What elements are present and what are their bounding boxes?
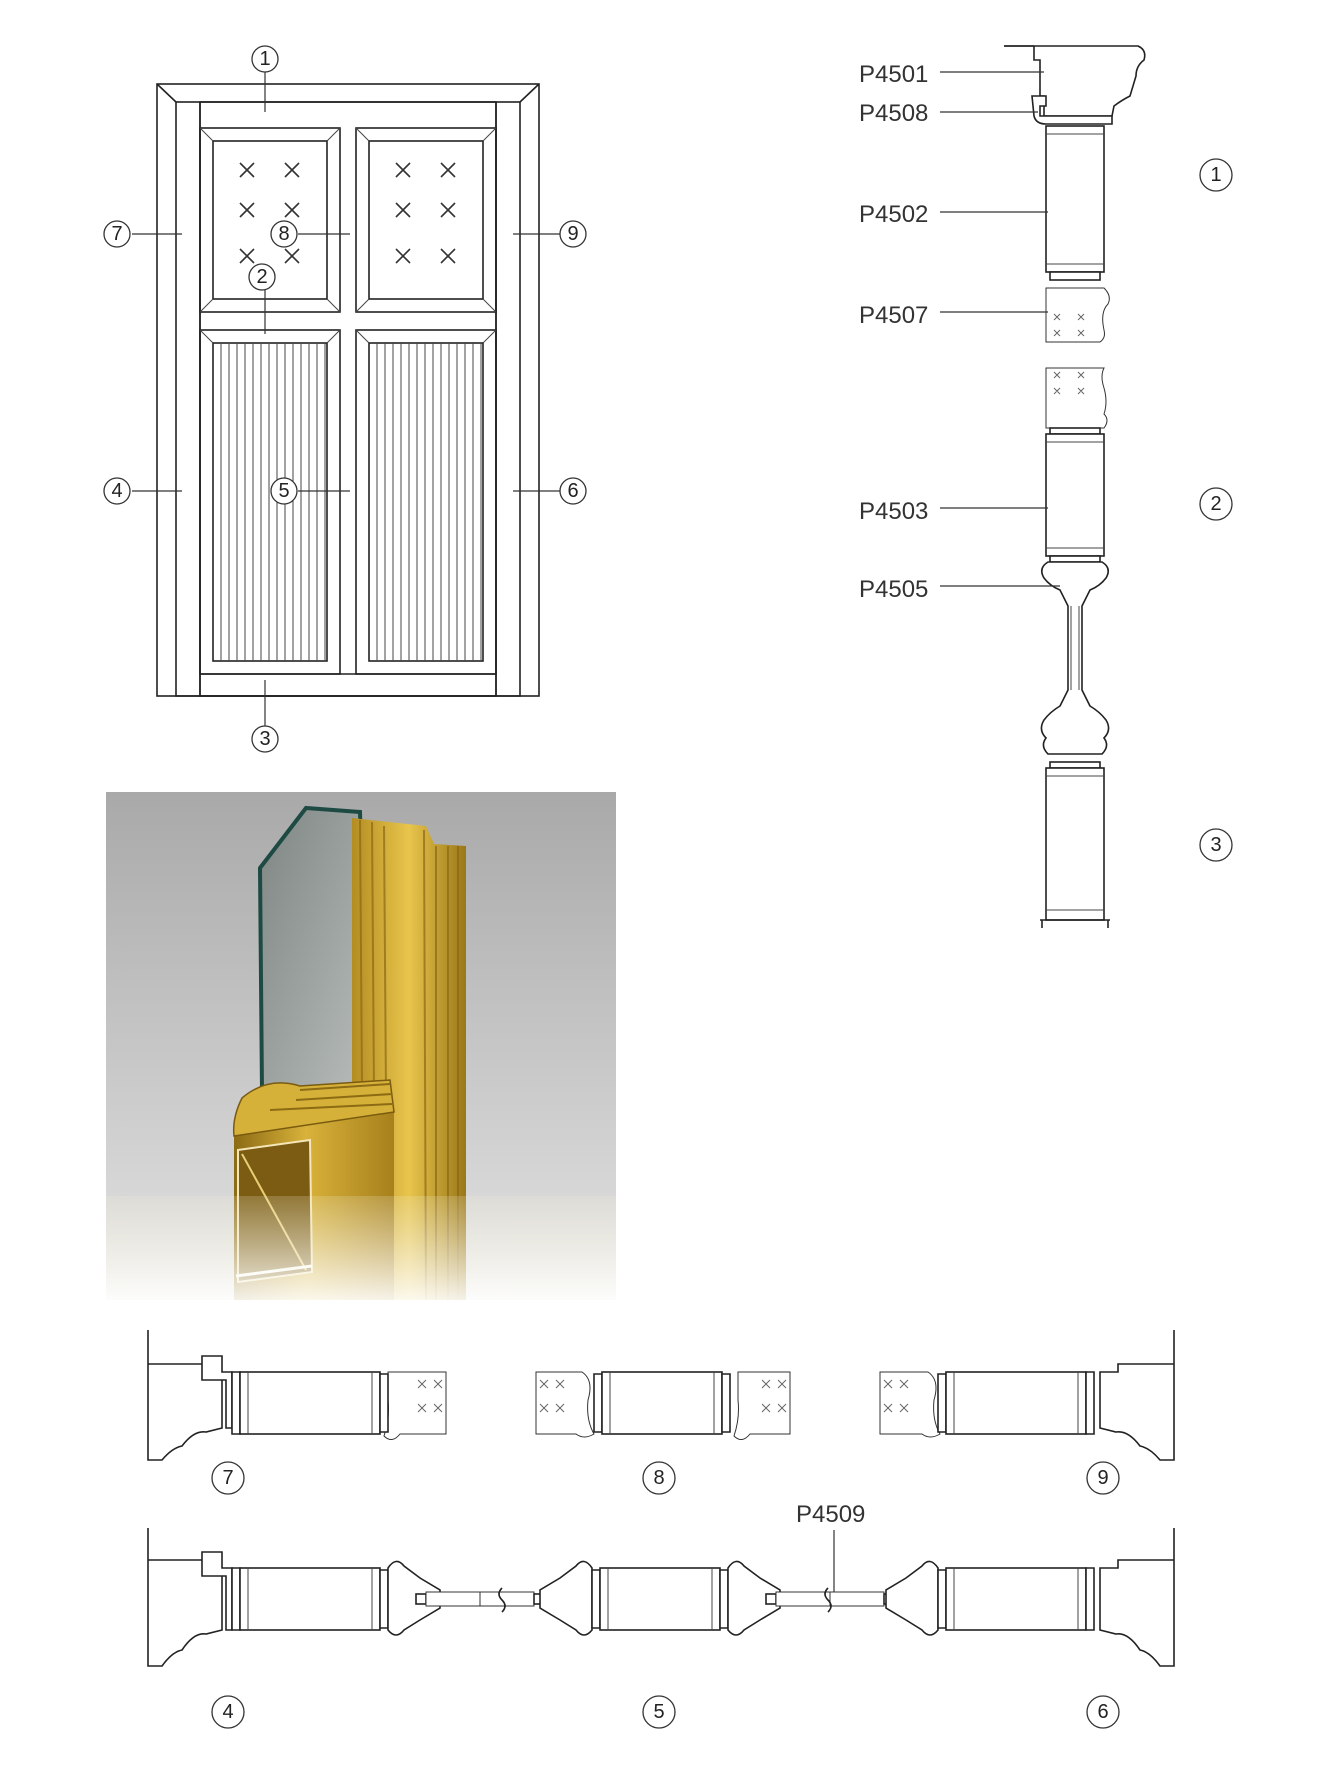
- section-marker-5-text: 5: [653, 1701, 665, 1723]
- callout-7: [104, 221, 130, 247]
- profile-code-p4503: P4503: [859, 498, 929, 525]
- profile-label-p4509: [796, 1501, 865, 1592]
- callout-6-text: 6: [567, 480, 579, 502]
- door-elevation: [104, 46, 586, 752]
- callout-6: [560, 478, 586, 504]
- callout-9-text: 9: [567, 223, 579, 245]
- callout-8-text: 8: [278, 223, 290, 245]
- callout-7-text: 7: [111, 223, 123, 245]
- profile-code-p4502: P4502: [859, 201, 929, 228]
- callout-3-text: 3: [259, 728, 271, 750]
- lower-left-fluted-panel: [200, 330, 340, 674]
- callout-1: [252, 46, 278, 72]
- profile-code-p4505: P4505: [859, 576, 929, 603]
- section-marker-3: [1200, 829, 1232, 861]
- section-marker-9-text: 9: [1097, 1467, 1109, 1489]
- section-7-profile: [148, 1330, 446, 1460]
- profile-label-p4508: [859, 100, 1038, 127]
- section-marker-2: [1200, 488, 1232, 520]
- callout-5-text: 5: [278, 480, 290, 502]
- profile-label-p4502: [859, 201, 1048, 228]
- profile-label-p4503: [859, 498, 1048, 525]
- profile-code-p4507: P4507: [859, 302, 929, 329]
- lower-right-fluted-panel: [356, 330, 496, 674]
- callout-3: [252, 726, 278, 752]
- profile-label-p4501: [859, 61, 1044, 88]
- section-marker-2-text: 2: [1210, 493, 1222, 515]
- section-marker-1-text: 1: [1210, 164, 1222, 186]
- callout-4: [104, 478, 130, 504]
- profile-3d-render: [106, 792, 616, 1300]
- section-marker-6: [1087, 1696, 1119, 1728]
- profile-p4503-shape: [1046, 434, 1104, 556]
- profile-p4505-shape: [1041, 562, 1108, 754]
- section-8-profile: [536, 1372, 790, 1440]
- section-marker-3-text: 3: [1210, 834, 1222, 856]
- section-marker-7: [212, 1462, 244, 1494]
- callout-5: [271, 478, 297, 504]
- callout-9: [560, 221, 586, 247]
- section-marker-1: [1200, 159, 1232, 191]
- callout-2: [249, 264, 275, 290]
- upper-right-glazed-panel: [356, 128, 496, 312]
- section-marker-9: [1087, 1462, 1119, 1494]
- callout-8: [271, 221, 297, 247]
- callout-1-text: 1: [259, 48, 271, 70]
- section-marker-6-text: 6: [1097, 1701, 1109, 1723]
- glass-markers: [240, 163, 455, 263]
- section-9-profile: [880, 1330, 1174, 1460]
- profile-p4501-shape: [1004, 46, 1145, 116]
- horizontal-section-lower: [148, 1501, 1174, 1728]
- section-marker-5: [643, 1696, 675, 1728]
- section-marker-8: [643, 1462, 675, 1494]
- profile-code-p4508: P4508: [859, 100, 929, 127]
- section-marker-8-text: 8: [653, 1467, 665, 1489]
- section-marker-4: [212, 1696, 244, 1728]
- callout-4-text: 4: [111, 480, 123, 502]
- profile-p4502-shape: [1046, 126, 1104, 272]
- profile-label-p4507: [859, 302, 1048, 329]
- section-marker-4-text: 4: [222, 1701, 234, 1723]
- horizontal-section-upper: [148, 1330, 1174, 1494]
- vertical-section: [859, 46, 1232, 928]
- profile-code-p4509: P4509: [796, 1501, 866, 1528]
- profile-label-p4505: [859, 576, 1060, 603]
- section-marker-7-text: 7: [222, 1467, 234, 1489]
- callout-2-text: 2: [256, 266, 268, 288]
- profile-code-p4501: P4501: [859, 61, 929, 88]
